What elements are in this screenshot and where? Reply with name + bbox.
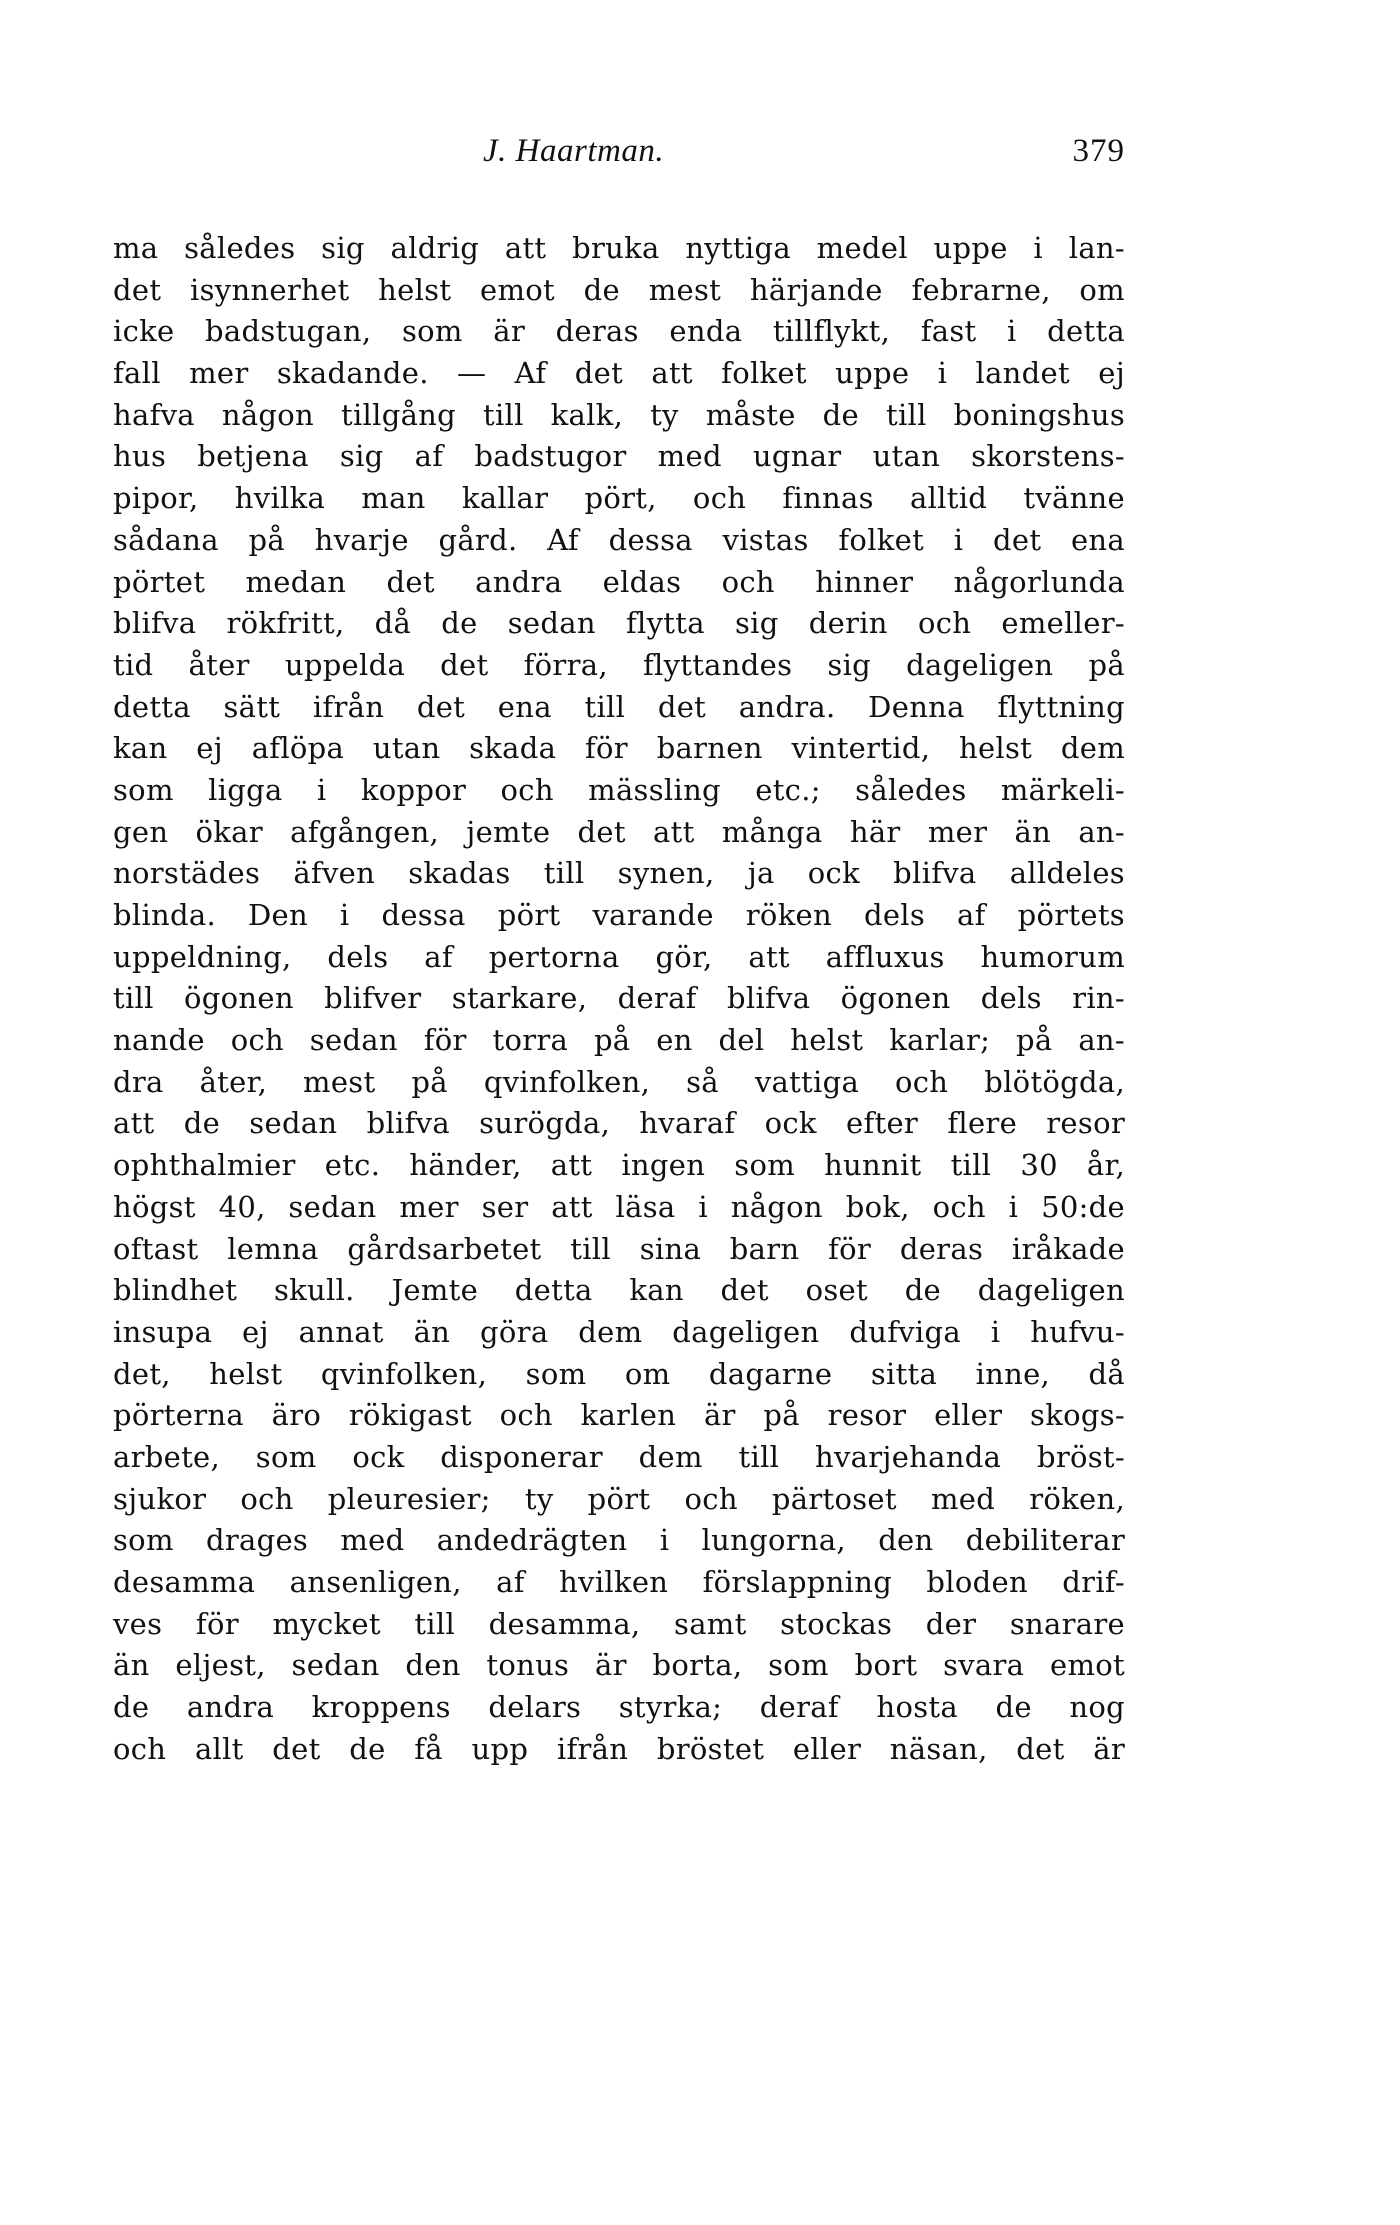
text-line: hus betjena sig af badstugor med ugnar utan skorstens- [113, 439, 1125, 474]
running-head: J. Haartman. [483, 133, 665, 169]
text-line: ves för mycket till desamma, samt stockas der snarare [113, 1606, 1125, 1641]
text-line: som drages med andedrägten i lungorna, den debiliterar [113, 1523, 1125, 1558]
text-line: gen ökar afgången, jemte det att många här mer än an- [113, 814, 1125, 849]
text-line: insupa ej annat än göra dem dageligen dufviga i hufvu- [113, 1314, 1125, 1349]
text-line: blifva rökfritt, då de sedan flytta sig derin och emeller- [113, 606, 1125, 641]
text-line: ophthalmier etc. händer, att ingen som hunnit till 30 år, [113, 1148, 1125, 1183]
text-line: än eljest, sedan den tonus är borta, som bort svara emot [113, 1648, 1125, 1683]
text-line: arbete, som ock disponerar dem till hvarjehanda bröst- [113, 1439, 1125, 1474]
text-line: fall mer skadande. — Af det att folket uppe i landet ej [113, 356, 1125, 391]
text-line: dra åter, mest på qvinfolken, så vattiga och blötögda, [113, 1064, 1125, 1099]
text-line: sjukor och pleuresier; ty pört och pärtoset med röken, [113, 1481, 1125, 1516]
text-line: sådana på hvarje gård. Af dessa vistas folket i det ena [113, 522, 1125, 557]
text-line: tid åter uppelda det förra, flyttandes sig dageligen på [113, 647, 1125, 682]
text-line: kan ej aflöpa utan skada för barnen vintertid, helst dem [113, 731, 1125, 766]
text-line: hafva någon tillgång till kalk, ty måste de till boningshus [113, 397, 1125, 432]
body-text [113, 228, 1125, 1770]
text-line: det isynnerhet helst emot de mest härjande febrarne, om [113, 272, 1125, 307]
text-line: de andra kroppens delars styrka; deraf hosta de nog [113, 1690, 1125, 1725]
text-line: ma således sig aldrig att bruka nyttiga medel uppe i lan- [113, 231, 1125, 265]
text-line: blinda. Den i dessa pört varande röken dels af pörtets [113, 898, 1125, 932]
page-header [113, 133, 1125, 183]
text-line: som ligga i koppor och mässling etc.; således märkeli- [113, 772, 1125, 807]
text-line: oftast lemna gårdsarbetet till sina barn för deras iråkade [113, 1231, 1125, 1266]
text-line: högst 40, sedan mer ser att läsa i någon bok, och i 50:de [113, 1189, 1125, 1224]
text-line: pörtet medan det andra eldas och hinner någorlunda [113, 564, 1125, 599]
text-line: uppeldning, dels af pertorna gör, att affluxus humorum [113, 939, 1125, 974]
text-line: att de sedan blifva surögda, hvaraf ock efter flere resor [113, 1106, 1125, 1141]
text-line: och allt det de få upp ifrån bröstet eller näsan, det är [113, 1731, 1125, 1766]
text-line: pörterna äro rökigast och karlen är på resor eller skogs- [113, 1398, 1125, 1433]
text-line: nande och sedan för torra på en del helst karlar; på an- [113, 1023, 1125, 1058]
text-line: blindhet skull. Jemte detta kan det oset de dageligen [113, 1273, 1125, 1308]
text-line: pipor, hvilka man kallar pört, och finnas alltid tvänne [113, 481, 1125, 516]
text-line: icke badstugan, som är deras enda tillflykt, fast i detta [113, 314, 1125, 349]
text-line: norstädes äfven skadas till synen, ja ock blifva alldeles [113, 856, 1125, 891]
page-number: 379 [1072, 133, 1125, 169]
text-line: detta sätt ifrån det ena till det andra. Denna flyttning [113, 689, 1125, 724]
text-line: till ögonen blifver starkare, deraf blifva ögonen dels rin- [113, 981, 1125, 1016]
text-line: det, helst qvinfolken, som om dagarne sitta inne, då [113, 1356, 1125, 1391]
text-line: desamma ansenligen, af hvilken förslappning bloden drif- [113, 1565, 1125, 1599]
